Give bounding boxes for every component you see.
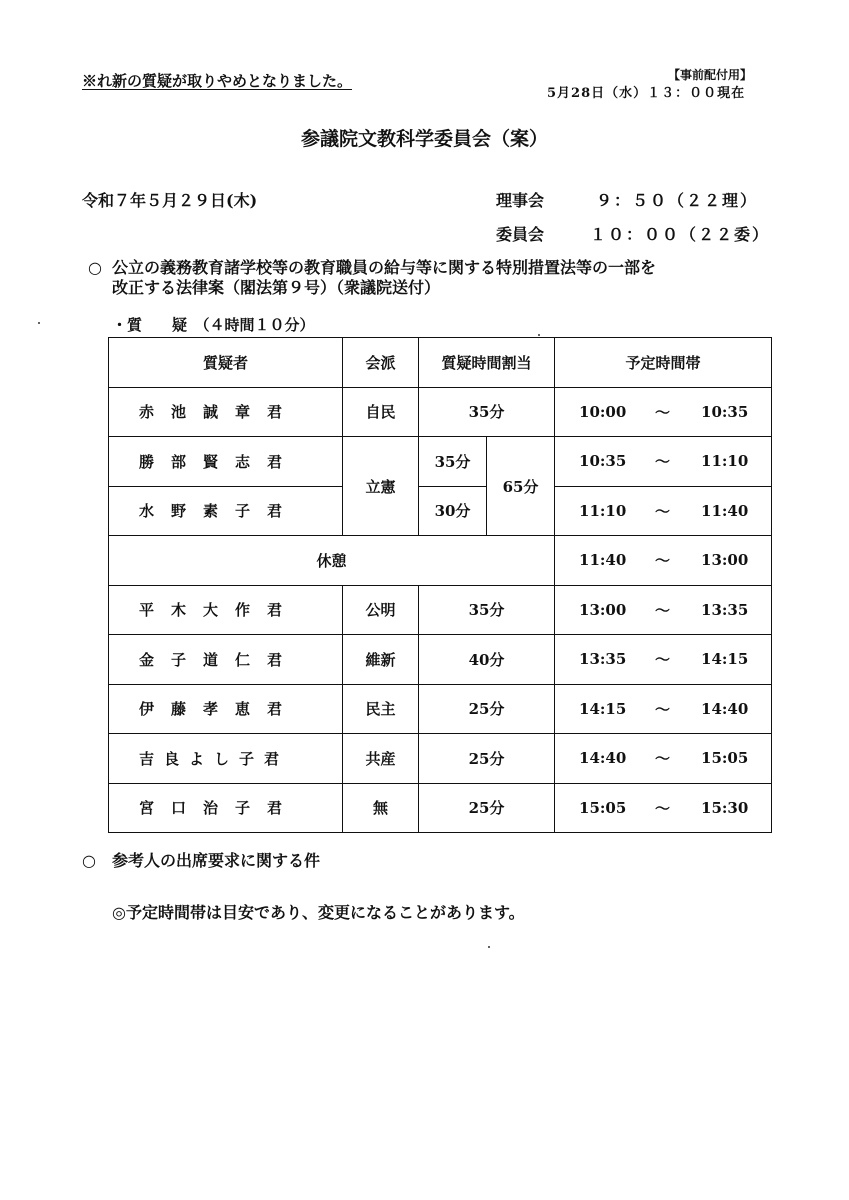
time-tilde: ～	[655, 799, 671, 818]
questioner-name: 水野素子君	[109, 486, 343, 536]
schedule-disclaimer-note: ◎予定時間帯は目安であり、変更になることがあります。	[112, 903, 525, 922]
party: 無	[343, 783, 419, 833]
time-tilde: ～	[655, 502, 671, 521]
questioner-name: 平木大作君	[109, 585, 343, 635]
time-from: 10:35	[579, 452, 627, 471]
table-row-break	[109, 536, 772, 586]
time-allocation: 30分	[419, 486, 487, 536]
time-allocation: 25分	[419, 684, 555, 734]
time-tilde: ～	[655, 700, 671, 719]
time-slot	[555, 437, 772, 487]
party: 共産	[343, 734, 419, 784]
header-allocation: 質疑時間割当	[419, 338, 555, 388]
questioner-name: 金子道仁君	[109, 635, 343, 685]
cancellation-notice: ※れ新の質疑が取りやめとなりました。	[82, 72, 353, 90]
time-slot	[555, 734, 772, 784]
time-from: 15:05	[579, 798, 627, 817]
board-meeting-time: ９：５０（２２理）	[596, 191, 759, 210]
group-time-allocation: 65分	[487, 437, 555, 536]
time-tilde: ～	[655, 601, 671, 620]
time-tilde: ～	[655, 650, 671, 669]
header-party: 会派	[343, 338, 419, 388]
question-session-heading: ・質 疑 （４時間１０分）	[112, 316, 315, 334]
time-slot	[555, 585, 772, 635]
time-to: 15:05	[701, 749, 749, 768]
table-row	[109, 437, 772, 487]
time-allocation: 40分	[419, 635, 555, 685]
time-allocation: 35分	[419, 387, 555, 437]
time-allocation: 25分	[419, 734, 555, 784]
scan-speck	[38, 322, 40, 324]
committee-meeting-label: 委員会	[496, 225, 545, 244]
circle-bullet: ○	[88, 258, 102, 277]
header-time-slot: 予定時間帯	[555, 338, 772, 388]
table-header-row	[109, 338, 772, 388]
time-from: 14:40	[579, 749, 627, 768]
time-tilde: ～	[655, 452, 671, 471]
questioner-name: 宮口治子君	[109, 783, 343, 833]
time-to: 10:35	[701, 402, 749, 421]
time-to: 11:10	[701, 452, 749, 471]
time-slot	[555, 684, 772, 734]
table-row	[109, 734, 772, 784]
table-row	[109, 783, 772, 833]
questioner-name: 赤池誠章君	[109, 387, 343, 437]
committee-meeting-time: １０：００（２２委）	[590, 225, 771, 244]
time-from: 13:35	[579, 650, 627, 669]
time-tilde: ～	[655, 749, 671, 768]
time-slot	[555, 387, 772, 437]
agenda-item-bill-line2: 改正する法律案（閣法第９号）（衆議院送付）	[112, 278, 441, 297]
page-title: 参議院文教科学委員会（案）	[300, 128, 548, 150]
time-slot	[555, 783, 772, 833]
time-slot	[555, 635, 772, 685]
time-from: 13:00	[579, 600, 627, 619]
scan-speck	[538, 334, 540, 336]
time-to: 13:35	[701, 600, 749, 619]
time-from: 14:15	[579, 699, 627, 718]
distribution-label: 【事前配付用】	[668, 68, 753, 82]
time-to: 11:40	[701, 501, 749, 520]
question-schedule-table	[108, 337, 772, 833]
break-label: 休憩	[109, 536, 555, 586]
time-slot	[555, 536, 772, 586]
party: 維新	[343, 635, 419, 685]
time-to: 15:30	[701, 798, 749, 817]
time-allocation: 35分	[419, 437, 487, 487]
table-row	[109, 387, 772, 437]
questioner-name: 勝部賢志君	[109, 437, 343, 487]
party: 民主	[343, 684, 419, 734]
table-row	[109, 635, 772, 685]
as-of-timestamp: 5月28日（水）１３：００現在	[547, 86, 746, 101]
table-row	[109, 684, 772, 734]
meeting-date: 令和７年５月２９日(木)	[82, 191, 258, 210]
table-row	[109, 486, 772, 536]
table-row	[109, 585, 772, 635]
agenda-item-witness-request: ○ 参考人の出席要求に関する件	[82, 851, 320, 870]
questioner-name: 吉良よし子君	[109, 734, 343, 784]
time-to: 14:15	[701, 650, 749, 669]
time-from: 11:10	[579, 501, 627, 520]
time-slot	[555, 486, 772, 536]
questioner-name: 伊藤孝恵君	[109, 684, 343, 734]
party: 自民	[343, 387, 419, 437]
time-to: 14:40	[701, 699, 749, 718]
time-allocation: 35分	[419, 585, 555, 635]
time-from: 10:00	[579, 402, 627, 421]
time-tilde: ～	[655, 403, 671, 422]
time-to: 13:00	[701, 551, 749, 570]
time-tilde: ～	[655, 551, 671, 570]
party: 立憲	[343, 437, 419, 536]
time-from: 11:40	[579, 551, 627, 570]
board-meeting-label: 理事会	[496, 191, 545, 210]
party: 公明	[343, 585, 419, 635]
scan-speck	[488, 946, 490, 948]
time-allocation: 25分	[419, 783, 555, 833]
agenda-item-bill-line1: 公立の義務教育諸学校等の教育職員の給与等に関する特別措置法等の一部を	[112, 258, 657, 277]
header-questioner: 質疑者	[109, 338, 343, 388]
